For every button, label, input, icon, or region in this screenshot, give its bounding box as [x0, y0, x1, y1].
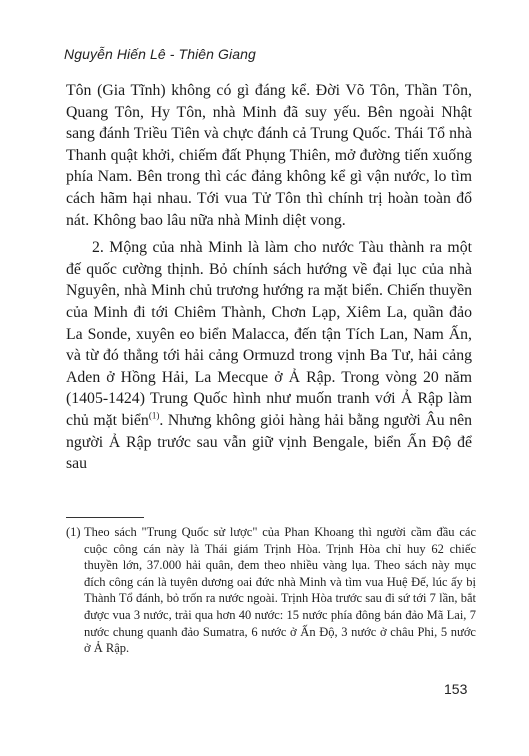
footnote-separator [66, 517, 144, 518]
paragraph-1: Tôn (Gia Tĩnh) không có gì đáng kể. Đời Võ Tôn, Thần Tôn, Quang Tôn, Hy Tôn, nhà Minh đã suy yếu. Bên ngoài Nhật sang đánh Triều Tiên và chực đánh cả Trung Quốc. Thái Tổ nhà Thanh quật khởi, chiếm đất Phụng Thiên, mở đường tiến xuống phía Nam. Bên trong thì các đảng không kể gì vận nước, lo tìm cách hãm hại nhau. Tới vua Tử Tôn thì chính trị hoàn toàn đổ nát. Không bao lâu nữa nhà Minh diệt vong. [66, 82, 472, 229]
footnote-number: (1) [66, 525, 81, 539]
page-number: 153 [444, 681, 468, 697]
footnote-text: Theo sách "Trung Quốc sử lược" của Phan Khoang thì người cầm đầu các cuộc công cán này là Thái giám Trịnh Hòa. Trịnh Hòa chỉ huy 62 chiếc thuyền lớn, 37.000 hải quân, đem theo nhiều vàng lụa. Theo sách này mục đích công cán là tuyên dương oai đức nhà Minh và tìm vua Huệ Đế, lúc ấy bị Thành Tổ đánh, bỏ trốn ra nước ngoài. Trịnh Hòa trước sau đi sứ tới 7 lần, bắt được vua 3 nước, trải qua hơn 40 nước: 15 nước phía đông bán đảo Mã Lai, 7 nước chung quanh đảo Sumatra, 6 nước ở Ấn Độ, 3 nước ở châu Phi, 5 nước ở Ả Rập. [84, 525, 476, 656]
paragraph-2 [66, 237, 472, 475]
footnote [66, 524, 476, 657]
footnote-reference[interactable]: (1) [148, 410, 160, 421]
paragraph-2-part-a: 2. Mộng của nhà Minh là làm cho nước Tàu thành ra một đế quốc cường thịnh. Bỏ chính sách hướng về đại lục của nhà Nguyên, nhà Minh chủ trương hướng ra mặt biển. Chiến thuyền của Minh đi tới Chiêm Thành, Chơn Lạp, Xiêm La, quần đảo La Sonde, xuyên eo biển Malacca, đến tận Tích Lan, Nam Ấn, và từ đó thẳng tới hải cảng Ormuzd trong vịnh Ba Tư, hải cảng Aden ở Hồng Hải, La Mecque ở Ả Rập. Trong vòng 20 năm (1405-1424) Trung Quốc hình như muốn tranh với Ả Rập làm chủ mặt biển [66, 239, 472, 429]
main-text [66, 80, 472, 475]
running-header: Nguyễn Hiến Lê - Thiên Giang [64, 46, 256, 62]
paragraph-2-part-b: . Nhưng không giỏi hàng hải bằng người Âu nên người Ả Rập trước sau vẫn giữ vịnh Bengale, biển Ấn Độ để sau [66, 411, 473, 473]
